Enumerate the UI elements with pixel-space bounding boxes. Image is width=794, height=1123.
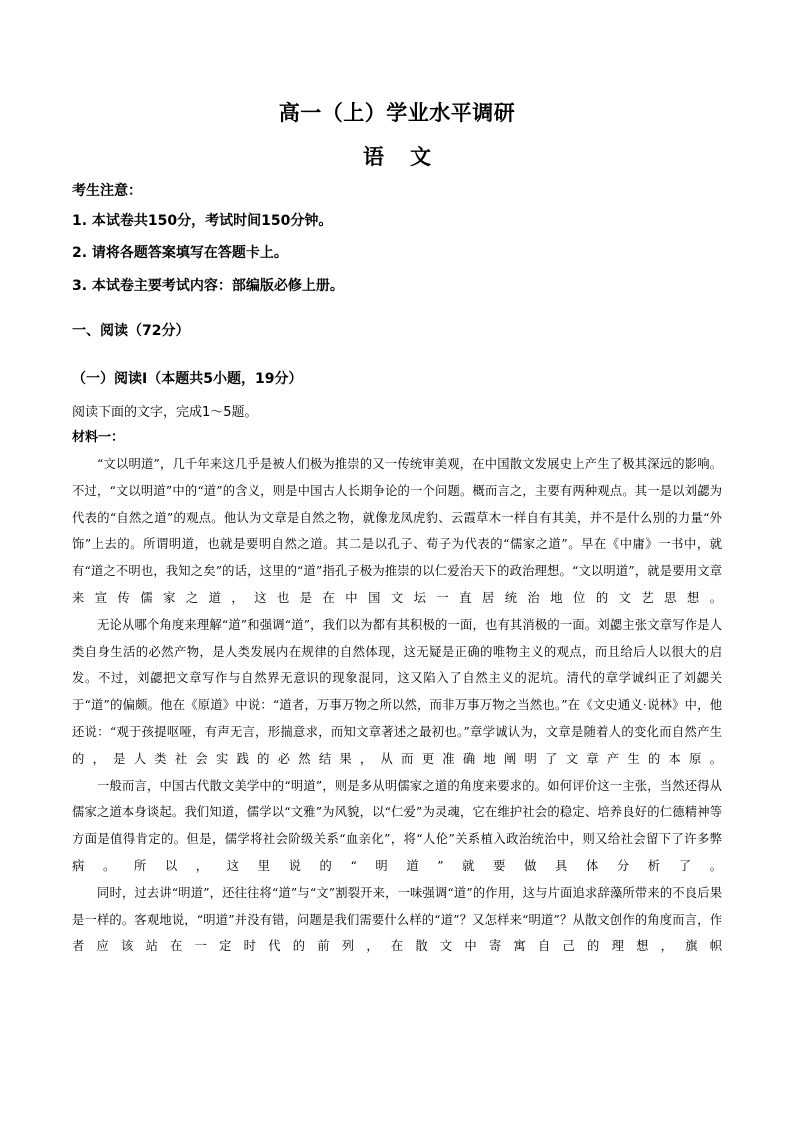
passage-paragraph: “文以明道”，几千年来这几乎是被人们极为推崇的又一传统审美观，在中国散文发展史上产生了极其深远的影响。不过，“文以明道”中的“道”的含义，则是中国古人长期争论的一个问题。概而言之，主要有两种观点。其一是以刘勰为代表的“自然之道”的观点。他认为文章是自然之物，就像龙凤虎豹、云霞草木一样自有其美，并不是什么别的力量“外饰”上去的。所谓明道，也就是要明自然之道。其二是以孔子、荀子为代表的“儒家之道”。早在《中庸》一书中，就有“道之不明也，我知之矣”的话，这里的“道”指孔子极为推崇的以仁爱治天下的政治理想。“文以明道”，就是要用文章来宣传儒家之道，这也是在中国文坛一直居统治地位的文艺思想。 xyxy=(72,457,722,605)
passage-paragraph: 同时，过去讲“明道”，还往往将“道”与“文”割裂开来，一味强调“道”的作用，这与片面追求辞藻所带来的不良后果是一样的。客观地说，“明道”并没有错，问题是我们需要什么样的“道”？又怎样来“明道”？从散文创作的角度而言，作者应该站在一定时代的前列，在散文中寄寓自己的理想，旗帜 xyxy=(72,885,722,954)
notice-item: 2. 请将各题答案填写在答题卡上。 xyxy=(72,245,288,261)
passage-body xyxy=(72,451,722,960)
reading-instruction: 阅读下面的文字，完成1～5题。 xyxy=(72,405,258,420)
section-heading: 一、阅读（72分） xyxy=(72,323,190,339)
passage-paragraph: 一般而言，中国古代散文美学中的“明道”，则是多从明儒家之道的角度来要求的。如何评价这一主张，当然还得从儒家之道本身谈起。我们知道，儒学以“文雅”为风貌，以“仁爱”为灵魂，它在维护社会的稳定、培养良好的仁德精神等方面是值得肯定的。但是，儒学将社会阶级关系“血亲化”，将“人伦”关系植入政治统治中，则又给社会留下了许多弊病。所以，这里说的“明道”就要做具体分析了。 xyxy=(72,778,722,873)
subsection-heading: （一）阅读Ⅰ（本题共5小题，19分） xyxy=(72,371,303,387)
material-label: 材料一： xyxy=(72,430,125,445)
notice-heading: 考生注意： xyxy=(72,183,142,199)
exam-title: 高一（上）学业水平调研 xyxy=(278,101,516,125)
notice-item: 3. 本试卷主要考试内容：部编版必修上册。 xyxy=(72,278,344,294)
subject-title: 语文 xyxy=(363,145,457,169)
notice-item: 1. 本试卷共150分，考试时间150分钟。 xyxy=(72,213,333,229)
passage-paragraph: 无论从哪个角度来理解“道”和强调“道”，我们以为都有其积极的一面，也有其消极的一面。刘勰主张文章写作是人类自身生活的必然产物，是人类发展内在规律的自然体现，这无疑是正确的唯物主义的观点，而且给后人以很大的启发。不过，刘勰把文章写作与自然界无意识的现象混同，这又陷入了自然主义的泥坑。清代的章学诚纠正了刘勰关于“道”的偏颇。他在《原道》中说：“道者，万事万物之所以然，而非万事万物之当然也。”在《文史通义·说林》中，他还说：“观于孩提呕哑，有声无言，形揣意求，而知文章著述之最初也。”章学诚认为，文章是随着人的变化而自然产生的，是人类社会实践的必然结果，从而更准确地阐明了文章产生的本原。 xyxy=(72,617,722,766)
